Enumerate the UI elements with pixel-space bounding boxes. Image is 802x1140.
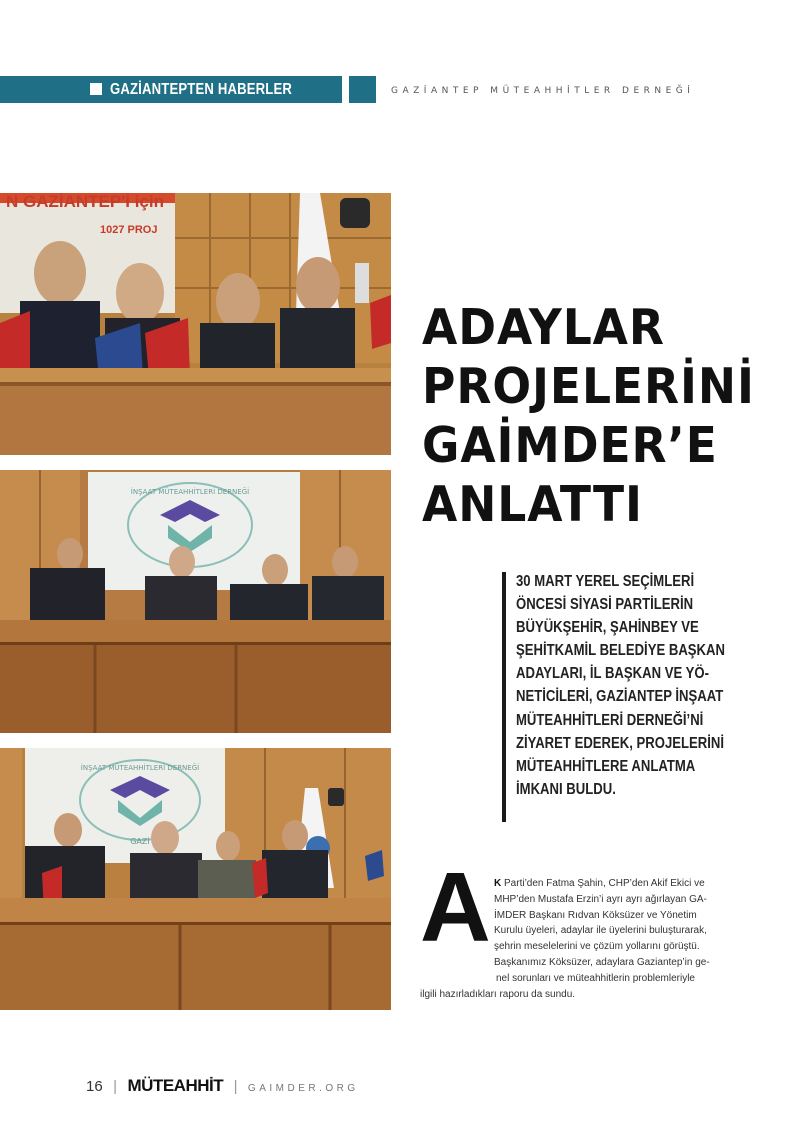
photo-meeting-2 (0, 470, 391, 733)
association-name: GAZİANTEP MÜTEAHHİTLER DERNEĞİ (391, 86, 695, 96)
article-lead (516, 570, 756, 801)
body-line: nel sorunları ve müteahhitlerin problemleriyle (496, 972, 695, 984)
title-line: ANLATTI (422, 476, 643, 533)
magazine-name: MÜTEAHHİT (127, 1076, 224, 1095)
photo-meeting-3 (0, 748, 391, 1010)
lead-line: MÜTEAHHİTLERE ANLATMA (516, 757, 696, 775)
photo-meeting-1 (0, 193, 391, 455)
body-line: İMDER Başkanı Rıdvan Köksüzer ve Yönetim (494, 909, 697, 921)
lead-line: 30 MART YEREL SEÇİMLERİ (516, 573, 695, 590)
website-link[interactable]: GAIMDER.ORG (247, 1083, 359, 1094)
title-line: ADAYLAR (422, 299, 665, 356)
lead-line: ZİYARET EDEREK, PROJELERİNİ (516, 734, 725, 752)
drop-cap: A (420, 852, 491, 962)
header-accent-square (349, 76, 376, 103)
logo-sub-text: GAZİ (130, 837, 150, 846)
lead-line: ŞEHİTKAMİL BELEDİYE BAŞKAN (516, 642, 725, 660)
lead-line: MÜTEAHHİTLERİ DERNEĞİ’Nİ (516, 711, 704, 729)
lead-rule (502, 572, 506, 822)
lead-line: İMKANI BULDU. (516, 780, 616, 798)
page-footer (86, 1076, 359, 1096)
page-number: 16 (86, 1078, 103, 1095)
section-label: GAZİANTEPTEN HABERLER (110, 81, 293, 98)
body-line: ilgili hazırladıkları raporu da sundu. (420, 988, 576, 1000)
body-bold-initial: K (494, 878, 502, 889)
lead-line: ÖNCESİ SİYASİ PARTİLERİN (516, 596, 694, 614)
body-line: şehrin meselelerini ve çözüm yollarını görüştü. (494, 941, 700, 953)
body-line: MHP’den Mustafa Erzin’i ayrı ayrı ağırlayan GA- (494, 893, 707, 905)
article-body (420, 876, 760, 1002)
lead-line: BÜYÜKŞEHİR, ŞAHİNBEY VE (516, 619, 699, 637)
banner-text-1: N GAZİANTEP'İ için (6, 193, 164, 211)
body-line: Başkanımız Köksüzer, adaylara Gaziantep’in ge- (494, 956, 710, 968)
title-line: PROJELERİNİ (422, 358, 755, 415)
body-line: Kurulu üyeleri, adaylar ile üyelerini buluşturarak, (494, 925, 707, 937)
title-line: GAİMDER’E (422, 417, 718, 474)
article-title (422, 298, 792, 534)
square-bullet-icon (90, 83, 102, 95)
lead-line: NETİCİLERİ, GAZİANTEP İNŞAAT (516, 688, 724, 706)
footer-separator: | (233, 1078, 238, 1095)
footer-separator: | (113, 1078, 118, 1095)
logo-text: İNŞAAT MÜTEAHHİTLERİ DERNEĞİ (130, 488, 250, 496)
logo-text: İNŞAAT MÜTEAHHİTLERİ DERNEĞİ (80, 764, 200, 772)
lead-line: ADAYLARI, İL BAŞKAN VE YÖ- (516, 665, 709, 683)
body-line: Parti’den Fatma Şahin, CHP’den Akif Ekici ve (501, 878, 705, 889)
banner-text-2: 1027 PROJ (100, 224, 158, 236)
